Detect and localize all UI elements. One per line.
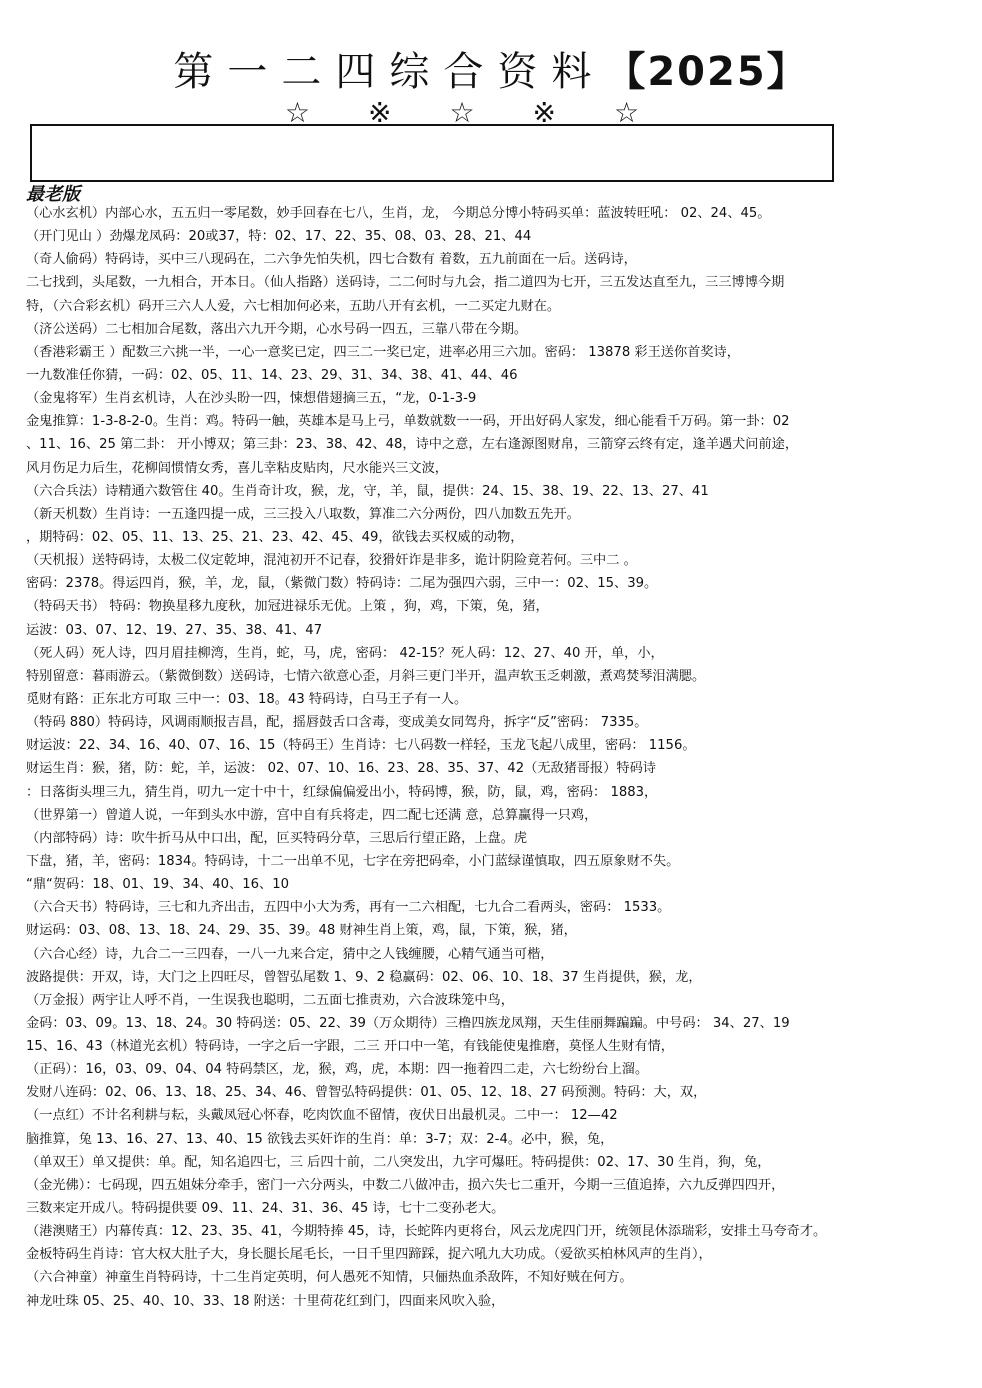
text-line: 觅财有路：正东北方可取 三中一：03、18。43 特码诗，白马王子有一人。 [26,691,468,707]
blank-banner-box [30,124,834,182]
text-line: 、11、16、25 第二卦： 开小博双；第三卦：23、38、42、48，诗中之意，左右逢源图财帛，三箭穿云终有定，逢羊遇犬问前途， [26,437,799,453]
star-decoration: ☆※☆※☆ [284,96,698,129]
text-line: 金鬼推算：1-3-8-2-0。生肖：鸡。特码一触，英雄本是马上弓，单数就数一一码，开出好码人家发，细心能看千万码。第一卦：02 [26,414,790,430]
text-line: （特码 880）特码诗，风调雨顺报吉昌，配，摇唇鼓舌口含毒，变成美女同驾舟，拆字“反”密码： 7335。 [26,715,648,731]
text-line: （奇人偷码）特码诗，买中三八现码在，二六争先怕失机，四七合数有 着数，五九前面在一后。送码诗， [26,252,637,268]
text-line: （内部特码）诗：吹牛折马从中口出，配，叵买特码分草，三思后行望正路，上盘。虎 [26,830,528,846]
text-line: （六合心经）诗，九合二一三四春，一八一九来合定，猜中之人钱缠腰，心精气通当可楷， [26,946,554,962]
text-line: 财运生肖：猴，猪，防：蛇，羊，运波： 02、07、10、16、23、28、35、37、42（无敌猪哥报）特码诗 [26,761,656,777]
edition-label: 最老版 [26,184,80,205]
text-line: 运波：03、07、12、19、27、35、38、41、47 [26,622,323,638]
text-line: （正码）：16，03、09、04、04 特码禁区，龙，猴，鸡，虎，本期：四一拖着四二走，六七纷纷台上溜。 [26,1062,649,1078]
text-line: 金板特码生肖诗：官大权大肚子大，身长腿长尾毛长，一日千里四蹄踩，捉六吼九大功成。（爱欲买柏林风声的生肖）， [26,1247,712,1263]
text-line: “鼎“贺码：18、01、19、34、40、16、10 [26,877,290,893]
text-line: （单双王）单又提供：单。配，知名追四七，三 后四十前，二八突发出，九字可爆旺。特码提供：02、17、30 生肖，狗，兔， [26,1154,771,1170]
text-line: 密码：2378。得运四肖，猴，羊，龙，鼠，（紫微门数）特码诗：二尾为强四六弱，三中一：02、15、39。 [26,576,658,592]
text-line: （开门见山 ）劲爆龙凤码：20或37，特：02、17、22、35、08、03、28、21、44 [26,229,532,245]
text-line: 15、16、43（林道光玄机）特码诗，一字之后一字跟，二三 开口中一笔，有钱能使鬼推磨，莫怪人生财有情， [26,1039,674,1055]
text-line: 二七找到，头尾数，一九相合，开本日。（仙人指路）送码诗，二二何时与九会，指二道四为七开，三五发达直至九，三三博博今期 [26,275,785,291]
text-line: （万金报）两宇让人呼不肖，一生误我也聪明，二五面七推责劝，六合波珠笼中鸟， [26,992,514,1008]
text-line: （六合神童）神童生肖特码诗，十二生肖定英明，何人愚死不知情，只俪热血杀敌阵，不知好贼在何方。 [26,1270,633,1286]
text-line: （六合兵法）诗精通六数管住 40。生肖奇计攻，猴，龙，守，羊，鼠，提供：24、15、38、19、22、13、27、41 [26,483,709,499]
text-line: （心水玄机）内部心水，五五归一零尾数，妙手回春在七八，生肖，龙， 今期总分博小特码买单：蓝波转旺吼： 02、24、45。 [26,206,771,221]
text-line: 三数来定开成八。特码提供要 09、11、24、31、36、45 诗，七十二变孙老大。 [26,1201,505,1217]
text-line: 金码：03、09。13、18、24。30 特码送：05、22、39（万众期待）三橹四族龙凤翔，天生佳丽舞蹁蹁。中号码： 34、27、19 [26,1015,790,1031]
text-line: （世界第一）曾道人说，一年到头水中游，宫中自有兵将走，四二配七还满 意，总算赢得一只鸡， [26,807,598,823]
text-line: （死人码）死人诗，四月眉挂柳湾，生肖，蛇，马，虎，密码： 42-15？死人码：12、27、40 开，单，小， [26,645,664,661]
text-line: 财运码：03、08、13、18、24、29、35、39。48 财神生肖上策，鸡，鼠，下策，猴，猪， [26,923,577,939]
text-line: 波路提供：开双，诗，大门之上四旺尽，曾智弘尾数 1、9、2 稳赢码：02、06、10、18、37 生肖提供，猴，龙， [26,969,702,985]
text-line: （一点红）不计名利耕与耘，头戴凤冠心怀春，吃肉饮血不留情，夜伏日出最机灵。二中一： 12—42 [26,1108,618,1124]
text-line: （金光佛）：七码现，四五姐妹分牵手，密门一六分两头，中数二八做冲击，损六失七二重开，今期一三值追捧，六九反弹四四开， [26,1177,785,1193]
text-line: （六合天书）特码诗，三七和九齐出击，五四中小大为秀，再有一二六相配，七九合二看两头，密码： 1533。 [26,900,671,916]
text-line: （济公送码）二七相加合尾数，落出六九开今期，心水号码一四五，三靠八带在今期。 [26,321,528,337]
page-title [0,40,982,97]
text-line: （金鬼将军）生肖玄机诗，人在沙头盼一四，悚想借翅摘三五，“龙，0-1-3-9 [26,391,477,407]
text-line: ，期特码：02、05、11、13、25、21、23、42、45、49，欲钱去买权威的动物， [26,529,524,545]
text-content [26,202,934,1313]
text-line: （特码天书） 特码：物换星移九度秋，加冠进禄乐无优。上策 ，狗，鸡，下策，兔，猪， [26,599,549,615]
text-line: （天机报）送特码诗，太极二仪定乾坤，混沌初开不记春，狡猾奸诈是非多，诡计阴险竟若何。三中二 。 [26,553,637,569]
text-line: 下盘，猪，羊，密码：1834。特码诗，十二一出单不见，七字在旁把码牵，小门蓝绿谨慎取，四五原象财不失。 [26,853,680,869]
text-line: ：日落街头埋三九，猜生肖，叨九一定十中十，红绿偏偏爱出小，特码博，猴，防，鼠，鸡，密码： 1883， [26,784,658,800]
text-line: 特别留意：暮雨游云。（紫微倒数）送码诗，七情六欲意心歪，月斜三更门半开，温声软玉乏刺激，煮鸡焚琴泪满腮。 [26,668,706,684]
text-line: 特，（六合彩玄机）码开三六人人爱，六七相加何必来，五助八开有玄机，一二买定九财在。 [26,298,561,314]
title-text: 第一二四综合资料 [173,49,606,95]
text-line: （新天机数）生肖诗：一五逢四提一成，三三投入八取数，算准二六分两份，四八加数五先开。 [26,506,580,522]
text-line: 一九数准任你猜，一码：02、05、11、14、23、29、31、34、38、41、44、46 [26,367,518,383]
text-line: 风月伤足力后生，花柳闾惯情女秀，喜儿幸粘皮贴肉，尺水能兴三文波， [26,460,448,476]
text-line: （港澳赌王）内幕传真：12、23、35、41，今期特捧 45，诗，长蛇阵内更将台，风云龙虎四门开，统领昆休添瑞彩，安排土马夸奇才。 [26,1224,827,1240]
text-line: 财运波：22、34、16、40、07、16、15（特码王）生肖诗：七八码数一样轻，玉龙飞起八成里，密码： 1156。 [26,738,696,754]
text-line: （香港彩霸王 ）配数三六挑一半，一心一意奖已定，四三二一奖已定，进率必用三六加。密码： 13878 彩王送你首奖诗， [26,344,740,360]
text-line: 神龙吐珠 05、25、40、10、33、18 附送：十里荷花红到门，四面来风吹入验， [26,1293,505,1309]
text-line: 脑推算，兔 13、16、27、13、40、15 欲钱去买奸诈的生肖：单：3-7；双：2-4。必中，猴，兔， [26,1131,614,1147]
text-line: 发财八连码：02、06、13、18、25、34、46、曾智弘特码提供：01、05、12、18、27 码预测。特码：大，双， [26,1085,707,1101]
title-year: 【2025】 [605,49,809,95]
